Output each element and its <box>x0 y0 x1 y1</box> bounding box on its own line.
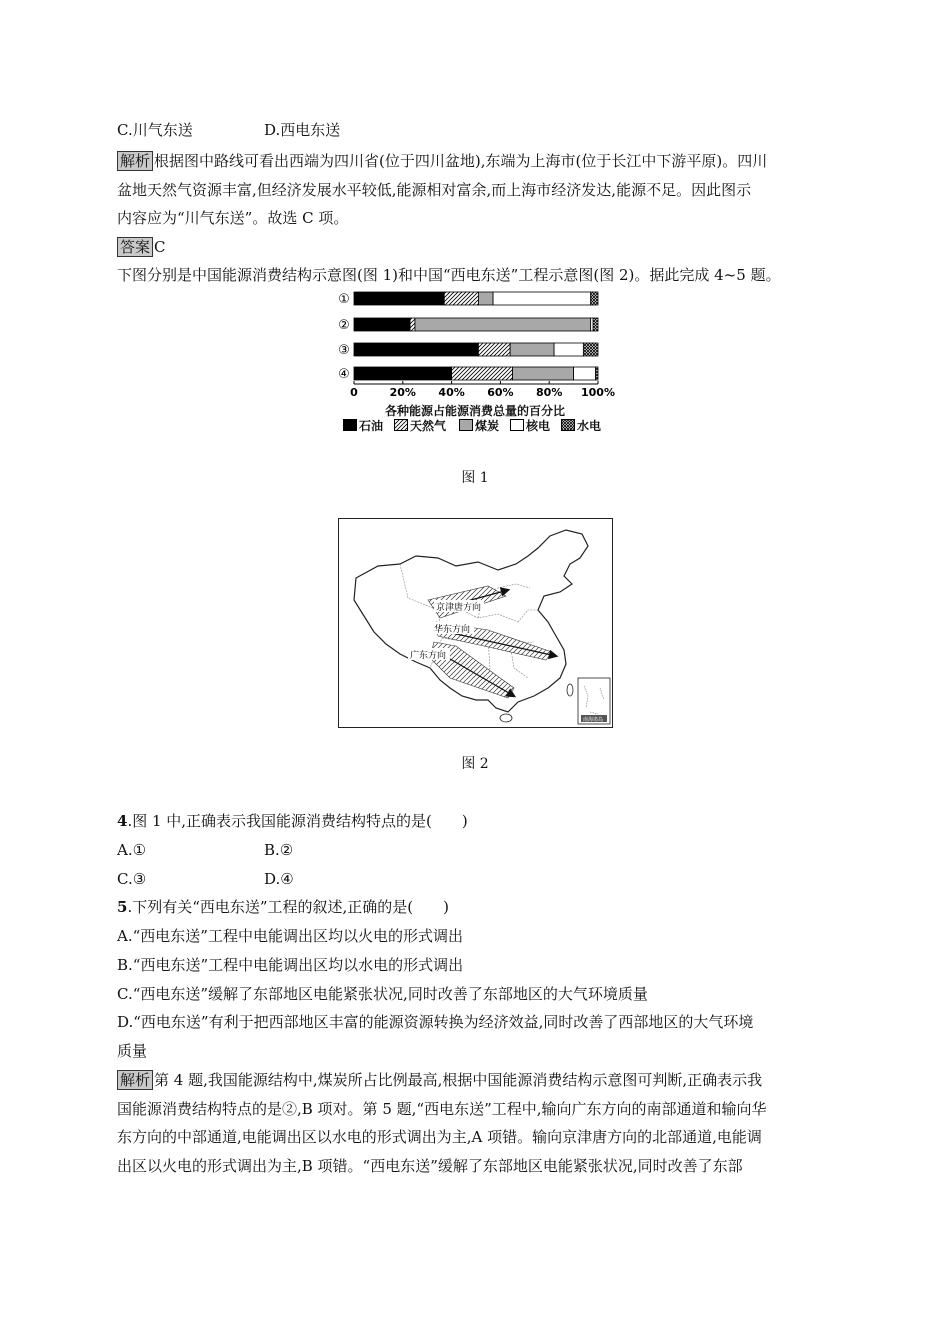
q3-analysis-line-1: 解析 根据图中路线可看出西端为四川省(位于四川盆地),东端为上海市(位于长江中下游平原)。四川 <box>117 151 767 171</box>
option-c-prev: C.川气东送 <box>117 121 193 139</box>
inset-label: 南海诸岛 <box>583 717 604 723</box>
legend-swatch-gas <box>394 419 408 431</box>
q4-option-c: C.③ <box>117 870 147 888</box>
analysis-tag-2: 解析 <box>117 1070 153 1090</box>
label-guangdong: 广东方向 <box>410 651 447 661</box>
q5-option-d-line-2: 质量 <box>117 1042 148 1060</box>
bar-segment-gas <box>452 367 513 380</box>
legend-oil: 石油 <box>343 419 383 433</box>
q5-option-c: C.“西电东送”缓解了东部地区电能紧张状况,同时改善了东部地区的大气环境质量 <box>117 985 648 1003</box>
option-d-prev: D.西电东送 <box>264 121 341 139</box>
analysis2-line-1: 解析 第 4 题,我国能源结构中,煤炭所占比例最高,根据中国能源消费结构示意图可判断,正确表示我 <box>117 1070 762 1090</box>
bar-segment-hydro <box>593 318 598 331</box>
bar-segment-nuclear <box>493 292 591 305</box>
legend-swatch-oil <box>343 419 357 431</box>
hainan <box>500 714 512 722</box>
x-tick-label: 0 <box>350 386 358 399</box>
legend-nuclear: 核电 <box>510 419 550 433</box>
bar-segment-oil <box>354 318 410 331</box>
analysis2-line-2: 国能源消费结构特点的是②,B 项对。第 5 题,“西电东送”工程中,输向广东方向的南部通道和输向华 <box>117 1100 767 1118</box>
q4-option-b: B.② <box>264 841 294 859</box>
analysis-tag: 解析 <box>117 151 153 171</box>
fig1-caption: 图 1 <box>461 470 489 486</box>
bar-segment-oil <box>354 367 452 380</box>
taiwan <box>567 684 573 696</box>
bar-segment-coal <box>478 292 493 305</box>
q3-analysis-line-2: 盆地天然气资源丰富,但经济发展水平较低,能源相对富余,而上海市经济发达,能源不足。因此图示 <box>117 181 752 199</box>
category-label: ④ <box>338 367 350 382</box>
category-label: ① <box>338 292 350 307</box>
bar-segment-gas <box>478 343 510 356</box>
analysis2-line-4: 出区以火电的形式调出为主,B 项错。“西电东送”缓解了东部地区电能紧张状况,同时改善了东部 <box>117 1157 743 1175</box>
x-tick-label: 80% <box>536 386 563 399</box>
answer-value: C <box>154 238 166 256</box>
fig2-caption: 图 2 <box>461 756 489 772</box>
category-label: ② <box>338 318 350 333</box>
q3-analysis-line-3: 内容应为“川气东送”。故选 C 项。 <box>117 209 349 227</box>
q3-answer <box>117 237 166 257</box>
legend-gas: 天然气 <box>394 419 446 433</box>
q4-stem: 4.图 1 中,正确表示我国能源消费结构特点的是( ) <box>117 812 468 830</box>
x-tick-label: 100% <box>581 386 615 399</box>
x-tick-label: 60% <box>487 386 514 399</box>
bar-segment-hydro <box>591 292 598 305</box>
bar-segment-oil <box>354 292 444 305</box>
x-tick-label: 40% <box>438 386 465 399</box>
bar-segment-gas <box>410 318 415 331</box>
q4-option-a: A.① <box>117 841 147 859</box>
q5-option-a: A.“西电东送”工程中电能调出区均以火电的形式调出 <box>117 927 463 945</box>
intro-text: 下图分别是中国能源消费结构示意图(图 1)和中国“西电东送”工程示意图(图 2)。据此完成 4~5 题。 <box>117 266 781 284</box>
q5-option-d-line-1: D.“西电东送”有利于把西部地区丰富的能源资源转换为经济效益,同时改善了西部地区的大气环境 <box>117 1013 754 1031</box>
bar-segment-hydro <box>583 343 598 356</box>
q4-option-d: D.④ <box>264 870 294 888</box>
q5-option-b: B.“西电东送”工程中电能调出区均以水电的形式调出 <box>117 956 464 974</box>
bar-segment-nuclear <box>574 367 596 380</box>
bar-segment-oil <box>354 343 478 356</box>
label-huadong: 华东方向 <box>434 625 471 635</box>
bar-segment-coal <box>513 367 574 380</box>
legend-hydro: 水电 <box>561 419 601 433</box>
x-tick-label: 20% <box>389 386 416 399</box>
label-jingjintang: 京津唐方向 <box>436 603 482 613</box>
bar-segment-gas <box>444 292 478 305</box>
bar-segment-nuclear <box>554 343 583 356</box>
analysis2-line-3: 东方向的中部通道,电能调出区以水电的形式调出为主,A 项错。输向京津唐方向的北部通道,电能调 <box>117 1128 762 1146</box>
legend-swatch-coal <box>459 419 473 431</box>
chart-xlabel: 各种能源占能源消费总量的百分比 <box>384 404 565 418</box>
legend-swatch-hydro <box>561 419 575 431</box>
energy-structure-chart <box>330 288 620 418</box>
q5-stem: 5.下列有关“西电东送”工程的叙述,正确的是( ) <box>117 898 450 916</box>
bar-segment-coal <box>415 318 591 331</box>
west-east-power-map <box>338 518 613 728</box>
category-label: ③ <box>338 343 350 358</box>
legend-swatch-nuclear <box>510 419 524 431</box>
bar-segment-coal <box>510 343 554 356</box>
legend-coal: 煤炭 <box>459 419 499 433</box>
bar-segment-hydro <box>596 367 598 380</box>
answer-tag: 答案 <box>117 237 153 257</box>
